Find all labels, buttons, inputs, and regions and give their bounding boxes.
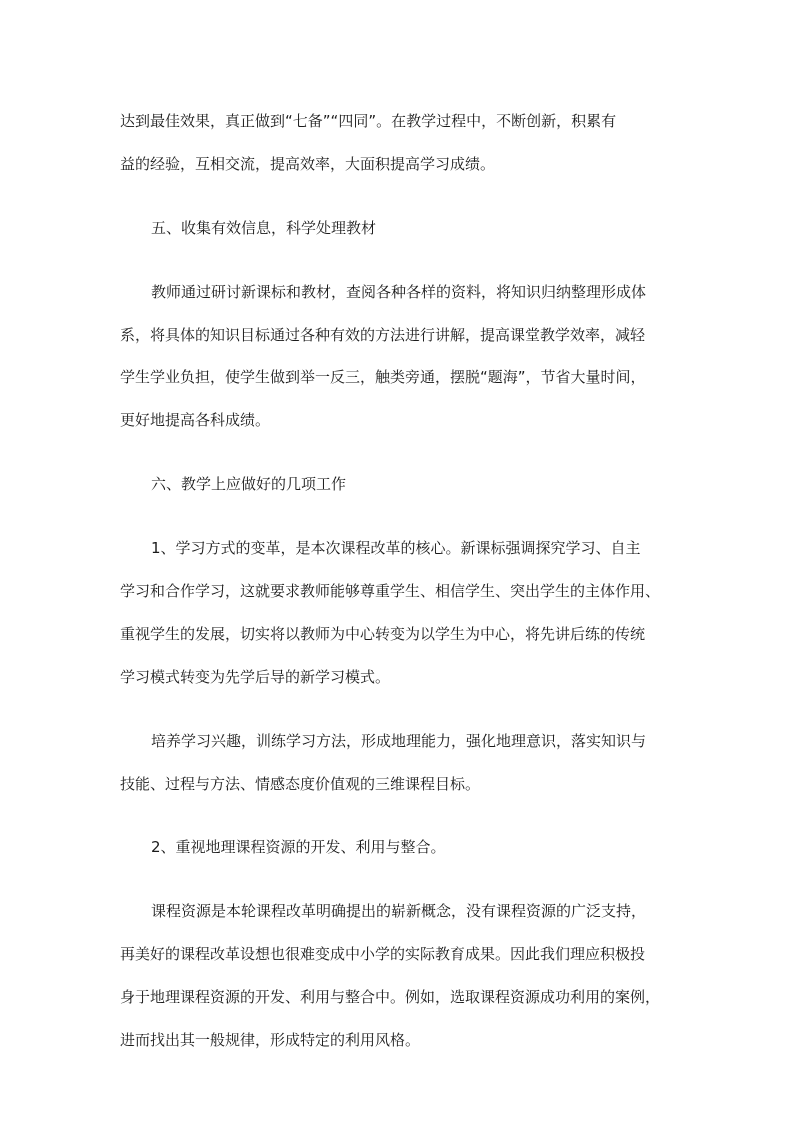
paragraph-teacher-research [120, 271, 680, 443]
heading-line: 六、教学上应做好的几项工作 [151, 475, 347, 494]
paragraph-line: 益的经验，互相交流，提高效率，大面积提高学习成绩。 [120, 154, 496, 173]
paragraph-line: 系，将具体的知识目标通过各种有效的方法进行讲解，提高课堂教学效率，减轻 [120, 325, 646, 344]
paragraph-line: 达到最佳效果，真正做到“七备”“四同”。在教学过程中，不断创新，积累有 [120, 112, 617, 130]
paragraph-line: 重视学生的发展，切实将以教师为中心转变为以学生为中心，将先讲后练的传统 [120, 624, 646, 643]
paragraph-line: 更好地提高各科成绩。 [120, 411, 271, 430]
section-heading-5 [120, 207, 680, 250]
paragraph-line: 教师通过研讨新课标和教材，查阅各种各样的资料，将知识归纳整理形成体 [151, 282, 647, 301]
paragraph-line: 再美好的课程改革设想也很难变成中小学的实际教育成果。因此我们理应积极投 [120, 945, 646, 964]
heading-line: 五、收集有效信息，科学处理教材 [151, 218, 377, 237]
heading-line: 2、重视地理课程资源的开发、利用与整合。 [151, 838, 446, 857]
paragraph-learning-reform [120, 527, 680, 699]
paragraph-line: 技能、过程与方法、情感态度价值观的三维课程目标。 [120, 774, 481, 793]
paragraph-line: 学生学业负担，使学生做到举一反三，触类旁通，摆脱“题海”，节省大量时间， [120, 368, 646, 387]
paragraph-line: 身于地理课程资源的开发、利用与整合中。例如，选取课程资源成功利用的案例， [120, 988, 661, 1007]
paragraph-line: 学习模式转变为先学后导的新学习模式。 [120, 667, 391, 686]
paragraph-line: 1、学习方式的变革，是本次课程改革的核心。新课标强调探究学习、自主 [151, 539, 641, 558]
paragraph-line: 进而找出其一般规律，形成特定的利用风格。 [120, 1031, 421, 1050]
document-body [120, 100, 680, 1083]
paragraph-curriculum-resources [120, 890, 680, 1062]
subsection-heading-2 [120, 826, 680, 869]
paragraph-continuation [120, 100, 680, 186]
section-heading-6 [120, 463, 680, 506]
paragraph-line: 学习和合作学习，这就要求教师能够尊重学生、相信学生、突出学生的主体作用、 [120, 582, 661, 601]
paragraph-line: 培养学习兴趣，训练学习方法，形成地理能力，强化地理意识，落实知识与 [151, 731, 647, 750]
paragraph-interest-training [120, 720, 680, 806]
paragraph-line: 课程资源是本轮课程改革明确提出的崭新概念，没有课程资源的广泛支持， [151, 902, 647, 921]
